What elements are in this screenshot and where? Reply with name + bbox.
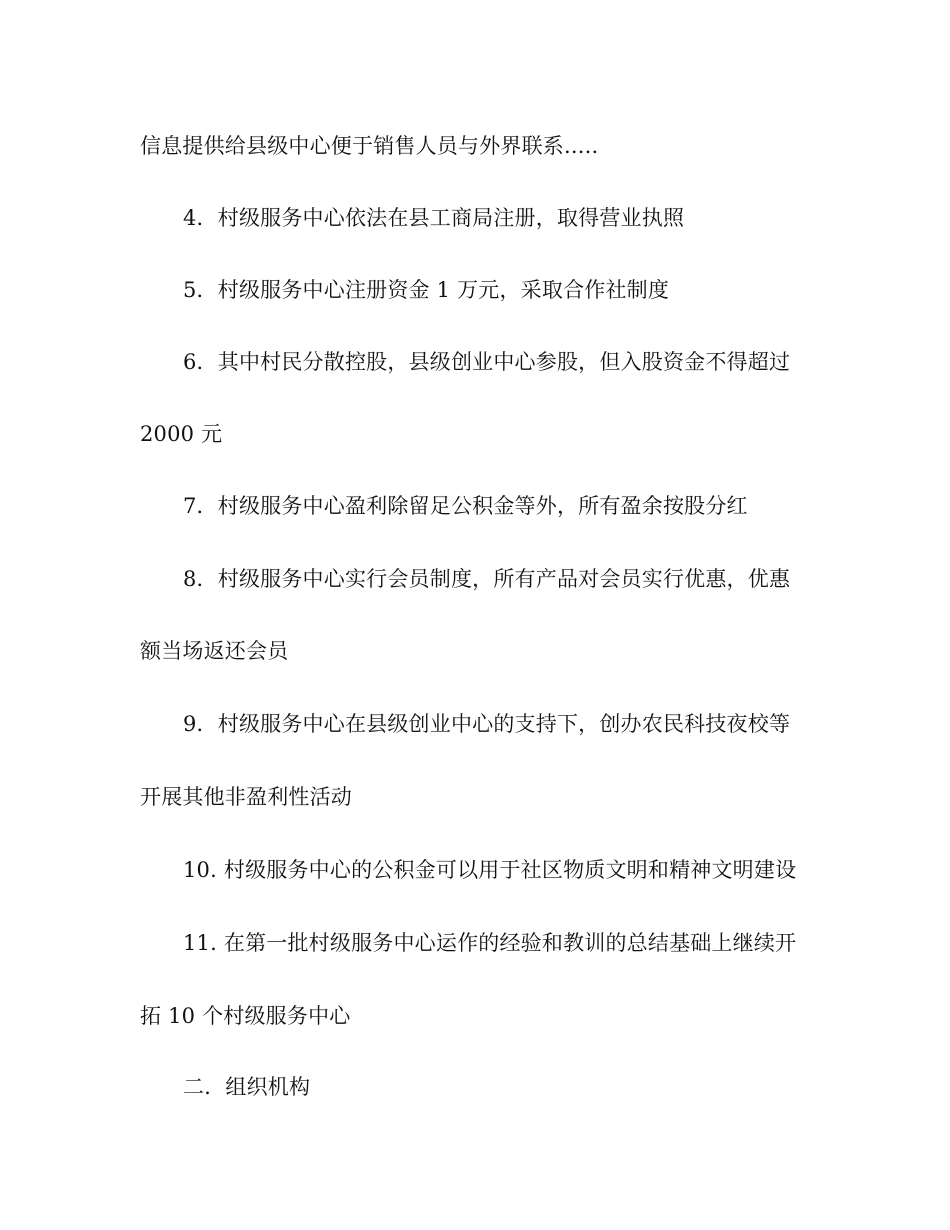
list-item-8: 8．村级服务中心实行会员制度，所有产品对会员实行优惠，优惠: [183, 567, 791, 591]
list-item-9-continuation: 开展其他非盈利性活动: [140, 785, 352, 809]
paragraph-line: 信息提供给县级中心便于销售人员与外界联系.....: [140, 134, 599, 158]
list-item-9: 9．村级服务中心在县级创业中心的支持下，创办农民科技夜校等: [183, 712, 791, 736]
list-item-6-continuation: 2000 元: [140, 422, 223, 446]
list-item-7: 7．村级服务中心盈利除留足公积金等外，所有盈余按股分红: [183, 494, 748, 518]
section-heading: 二．组织机构: [183, 1075, 311, 1099]
list-item-11-continuation: 拓 10 个村级服务中心: [140, 1004, 351, 1028]
list-item-5: 5．村级服务中心注册资金 1 万元，采取合作社制度: [183, 278, 670, 302]
list-item-11: 11. 在第一批村级服务中心运作的经验和教训的总结基础上继续开: [183, 931, 797, 955]
list-item-10: 10. 村级服务中心的公积金可以用于社区物质文明和精神文明建设: [183, 858, 797, 882]
list-item-8-continuation: 额当场返还会员: [140, 639, 289, 663]
list-item-4: 4．村级服务中心依法在县工商局注册，取得营业执照: [183, 206, 685, 230]
list-item-6: 6．其中村民分散控股，县级创业中心参股，但入股资金不得超过: [183, 350, 791, 374]
